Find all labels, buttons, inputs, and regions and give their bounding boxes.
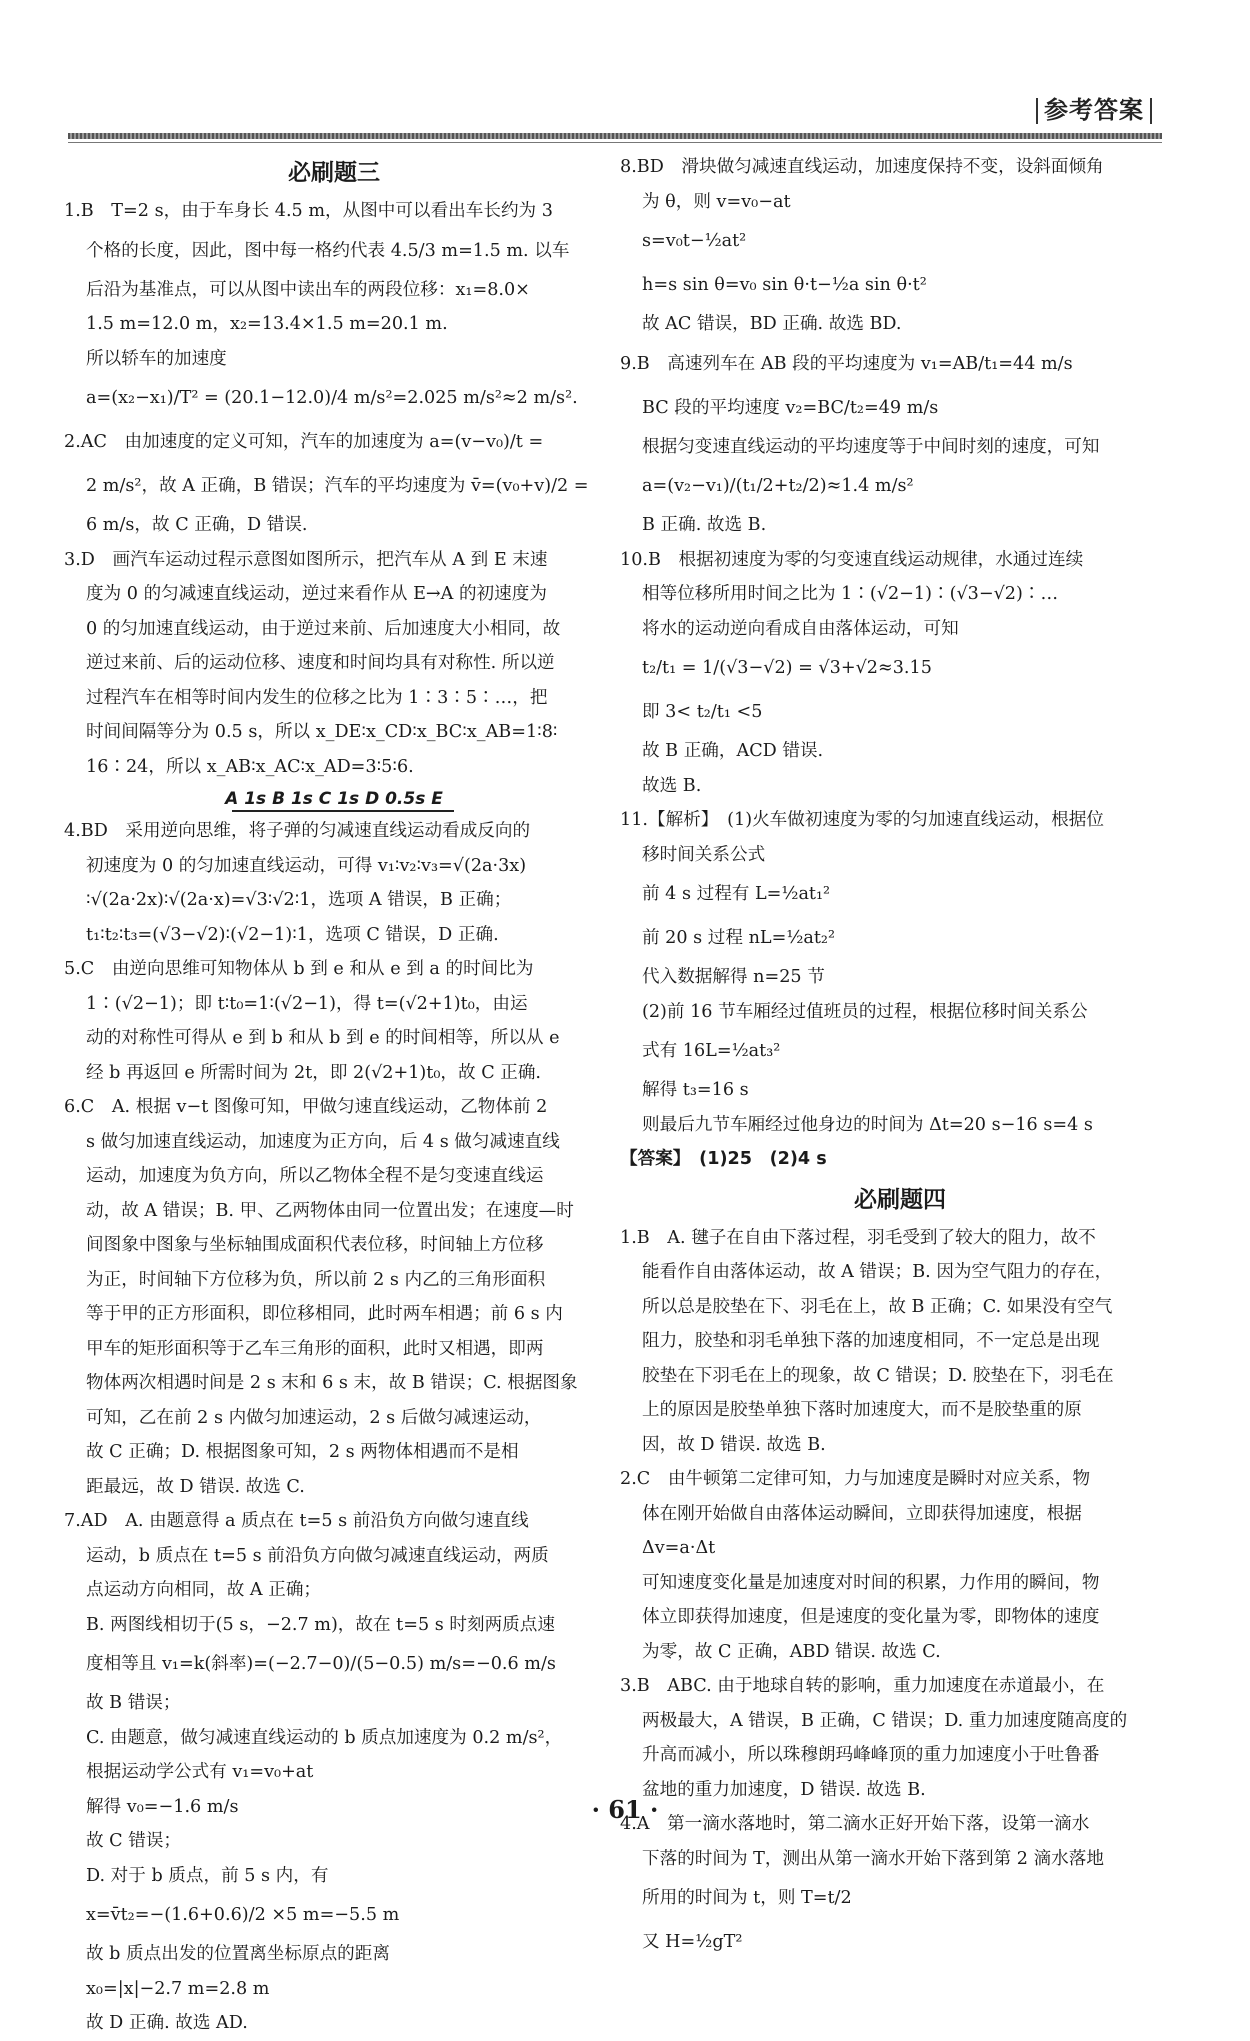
text-line: 5.C 由逆向思维可知物体从 b 到 e 和从 e 到 a 的时间比为: [64, 959, 534, 979]
text-line: 可知，乙在前 2 s 内做匀加速运动，2 s 后做匀减速运动，: [86, 1407, 542, 1428]
text-line: 甲车的矩形面积等于乙车三角形的面积，此时又相遇，即两: [86, 1338, 544, 1359]
formula-line: a=(v₂−v₁)/(t₁/2+t₂/2)≈1.4 m/s²: [642, 476, 914, 496]
text-line: t₁∶t₂∶t₃=(√3−√2)∶(√2−1)∶1，选项 C 错误，D 正确.: [86, 924, 499, 945]
formula-line: h=s sin θ=v₀ sin θ·t−½a sin θ·t²: [642, 275, 927, 295]
text-line: 2.AC 由加速度的定义可知，汽车的加速度为 a=(v−v₀)/t =: [64, 432, 544, 452]
text-line: (2)前 16 节车厢经过值班员的过程，根据位移时间关系公: [642, 1001, 1088, 1022]
text-line: 等于甲的正方形面积，即位移相同，此时两车相遇；前 6 s 内: [86, 1304, 563, 1324]
text-line: 度为 0 的匀减速直线运动，逆过来看作从 E→A 的初速度为: [86, 584, 547, 604]
text-line: 后沿为基准点，可以从图中读出车的两段位移：x₁=8.0×: [86, 279, 530, 300]
text-line: B. 两图线相切于(5 s，−2.7 m)，故在 t=5 s 时刻两质点速: [86, 1614, 555, 1635]
text-line: 故选 B.: [642, 775, 702, 796]
text-line: 为零，故 C 正确，ABD 错误. 故选 C.: [642, 1641, 941, 1662]
text-line: 故 C 正确；D. 根据图象可知，2 s 两物体相遇而不是相: [86, 1442, 519, 1462]
text-line: 8.BD 滑块做匀减速直线运动，加速度保持不变，设斜面倾角: [620, 157, 1104, 177]
text-line: 根据匀变速直线运动的平均速度等于中间时刻的速度，可知: [642, 436, 1100, 457]
header-rule-thin: [68, 142, 1162, 143]
left-column: [64, 150, 604, 2041]
text-line: Δv=a·Δt: [642, 1538, 716, 1558]
text-line: 故 B 正确，ACD 错误.: [642, 741, 824, 761]
text-line: 所以总是胶垫在下、羽毛在上，故 B 正确；C. 如果没有空气: [642, 1296, 1113, 1317]
text-line: 点运动方向相同，故 A 正确；: [86, 1580, 322, 1600]
text-line: 16∶24，所以 x_AB∶x_AC∶x_AD=3∶5∶6.: [86, 756, 414, 777]
text-line: 为 θ，则 v=v₀−at: [642, 191, 791, 212]
text-line: 3.B ABC. 由于地球自转的影响，重力加速度在赤道最小，在: [620, 1676, 1105, 1696]
text-line: 过程汽车在相等时间内发生的位移之比为 1∶3∶5∶…，把: [86, 687, 548, 708]
text-line: 移时间关系公式: [642, 844, 766, 865]
text-line: 升高而减小，所以珠穆朗玛峰峰顶的重力加速度小于吐鲁番: [642, 1745, 1100, 1765]
text-line: 距最远，故 D 错误. 故选 C.: [86, 1476, 305, 1497]
motion-diagram: [64, 784, 604, 814]
text-line: 初速度为 0 的匀加速直线运动，可得 v₁∶v₂∶v₃=√(2a·3x): [86, 855, 527, 876]
text-line: 为正，时间轴下方位移为负，所以前 2 s 内乙的三角形面积: [86, 1269, 546, 1290]
text-line: D. 对于 b 质点，前 5 s 内，有: [86, 1865, 329, 1886]
text-line: 11.【解析】 (1)火车做初速度为零的匀加速直线运动，根据位: [620, 810, 1104, 830]
header-rule: [68, 133, 1162, 139]
text-line: 故 B 错误；: [86, 1693, 181, 1713]
formula-line: a=(x₂−x₁)/T² = (20.1−12.0)/4 m/s²=2.025 m/s²≈2 m/s².: [86, 388, 578, 408]
answer-line: 【答案】 (1)25 (2)4 s: [620, 1149, 827, 1169]
text-line: 1.B A. 毽子在自由下落过程，羽毛受到了较大的阻力，故不: [620, 1227, 1096, 1248]
text-line: 3.D 画汽车运动过程示意图如图所示，把汽车从 A 到 E 末速: [64, 549, 548, 570]
formula-line: 度相等且 v₁=k(斜率)=(−2.7−0)/(5−0.5) m/s=−0.6 m/s: [86, 1654, 556, 1674]
text-line: 相等位移所用时间之比为 1∶(√2−1)∶(√3−√2)∶…: [642, 584, 1059, 604]
text-line: 下落的时间为 T，测出从第一滴水开始下落到第 2 滴水落地: [642, 1848, 1104, 1869]
text-line: 1.B T=2 s，由于车身长 4.5 m，从图中可以看出车长约为 3: [64, 201, 553, 221]
text-line: 将水的运动逆向看成自由落体运动，可知: [642, 618, 959, 639]
text-line: 故 D 正确. 故选 AD.: [86, 2013, 248, 2033]
formula-line: 式有 16L=½at₃²: [642, 1041, 781, 1061]
text-line: 体立即获得加速度，但是速度的变化量为零，即物体的速度: [642, 1607, 1100, 1627]
text-line: 4.BD 采用逆向思维，将子弹的匀减速直线运动看成反向的: [64, 821, 531, 841]
text-line: ∶√(2a·2x)∶√(2a·x)=√3∶√2∶1，选项 A 错误，B 正确；: [86, 890, 512, 910]
text-line: 代入数据解得 n=25 节: [642, 967, 825, 987]
text-line: 2 m/s²，故 A 正确，B 错误；汽车的平均速度为 v̄=(v₀+v)/2 =: [86, 476, 589, 496]
right-column: [620, 150, 1180, 1964]
formula-line: 所用的时间为 t，则 T=t/2: [642, 1888, 852, 1908]
text-line: 两极最大，A 错误，B 正确，C 错误；D. 重力加速度随高度的: [642, 1710, 1128, 1731]
text-line: x₀=|x|−2.7 m=2.8 m: [86, 1978, 270, 1999]
text-line: 6.C A. 根据 v−t 图像可知，甲做匀速直线运动，乙物体前 2: [64, 1097, 548, 1117]
formula-line: 又 H=½gT²: [642, 1932, 743, 1952]
page-number: · 61 ·: [591, 1795, 659, 1824]
motion-diagram-label: A 1s B 1s C 1s D 0.5s E: [225, 789, 443, 809]
text-line: 4.A 第一滴水落地时，第二滴水正好开始下落，设第一滴水: [620, 1814, 1090, 1834]
text-line: C. 由题意，做匀减速直线运动的 b 质点加速度为 0.2 m/s²，: [86, 1727, 563, 1748]
header-title: 参考答案: [1044, 96, 1144, 124]
text-line: 故 C 错误；: [86, 1831, 182, 1851]
text-line: 物体两次相遇时间是 2 s 末和 6 s 末，故 B 错误；C. 根据图象: [86, 1373, 578, 1393]
text-line: 胶垫在下羽毛在上的现象，故 C 错误；D. 胶垫在下，羽毛在: [642, 1365, 1114, 1386]
formula-line: s=v₀t−½at²: [642, 231, 747, 251]
text-line: s 做匀加速直线运动，加速度为正方向，后 4 s 做匀减速直线: [86, 1131, 560, 1152]
text-line: 逆过来前、后的运动位移、速度和时间均具有对称性. 所以逆: [86, 653, 555, 673]
section-title-4: 必刷题四: [854, 1186, 946, 1213]
header-bar-left: [1036, 98, 1038, 124]
header-bar-right: [1150, 98, 1152, 124]
text-line: 6 m/s，故 C 正确，D 错误.: [86, 515, 308, 535]
text-line: 能看作自由落体运动，故 A 错误；B. 因为空气阻力的存在，: [642, 1262, 1113, 1282]
text-line: 1∶(√2−1)；即 t∶t₀=1∶(√2−1)，得 t=(√2+1)t₀，由运: [86, 993, 528, 1014]
header-tag: [1030, 90, 1158, 125]
text-line: 0 的匀加速直线运动，由于逆过来前、后加速度大小相同，故: [86, 618, 561, 639]
motion-diagram-axis: [232, 810, 454, 812]
formula-line: 前 4 s 过程有 L=½at₁²: [642, 884, 831, 904]
formula-line: t₂/t₁ = 1/(√3−√2) = √3+√2≈3.15: [642, 658, 932, 678]
text-line: 9.B 高速列车在 AB 段的平均速度为 v₁=AB/t₁=44 m/s: [620, 353, 1073, 374]
text-line: 解得 v₀=−1.6 m/s: [86, 1796, 239, 1817]
formula-line: BC 段的平均速度 v₂=BC/t₂=49 m/s: [642, 397, 939, 418]
text-line: 根据运动学公式有 v₁=v₀+at: [86, 1762, 314, 1782]
text-line: 个格的长度，因此，图中每一格约代表 4.5/3 m=1.5 m. 以车: [86, 240, 570, 261]
formula-line: 前 20 s 过程 nL=½at₂²: [642, 928, 836, 948]
section-title-3: 必刷题三: [288, 160, 380, 186]
text-line: 动，故 A 错误；B. 甲、乙两物体由同一位置出发；在速度—时: [86, 1200, 574, 1221]
text-line: 阻力，胶垫和羽毛单独下落的加速度相同，不一定总是出现: [642, 1331, 1100, 1351]
text-line: 7.AD A. 由题意得 a 质点在 t=5 s 前沿负方向做匀速直线: [64, 1511, 529, 1531]
text-line: 运动，加速度为负方向，所以乙物体全程不是匀变速直线运: [86, 1166, 544, 1186]
text-line: 盆地的重力加速度，D 错误. 故选 B.: [642, 1779, 926, 1800]
text-line: 上的原因是胶垫单独下落时加速度大，而不是胶垫重的原: [642, 1400, 1082, 1420]
text-line: 1.5 m=12.0 m，x₂=13.4×1.5 m=20.1 m.: [86, 314, 448, 334]
formula-line: 即 3< t₂/t₁ <5: [642, 702, 763, 722]
text-line: 经 b 再返回 e 所需时间为 2t，即 2(√2+1)t₀，故 C 正确.: [86, 1062, 542, 1083]
text-line: 可知速度变化量是加速度对时间的积累，力作用的瞬间，物: [642, 1572, 1100, 1593]
text-line: 时间间隔等分为 0.5 s，所以 x_DE∶x_CD∶x_BC∶x_AB=1∶8∶: [86, 722, 558, 742]
text-line: 运动，b 质点在 t=5 s 前沿负方向做匀减速直线运动，两质: [86, 1545, 549, 1566]
text-line: B 正确. 故选 B.: [642, 515, 767, 535]
text-line: 动的对称性可得从 e 到 b 和从 b 到 e 的时间相等，所以从 e: [86, 1028, 560, 1048]
text-line: 解得 t₃=16 s: [642, 1080, 749, 1100]
text-line: 间图象中图象与坐标轴围成面积代表位移，时间轴上方位移: [86, 1235, 544, 1255]
text-line: 2.C 由牛顿第二定律可知，力与加速度是瞬时对应关系，物: [620, 1469, 1091, 1489]
text-line: 故 b 质点出发的位置离坐标原点的距离: [86, 1944, 390, 1964]
text-line: 因，故 D 错误. 故选 B.: [642, 1434, 826, 1455]
formula-line: x=v̄t₂=−(1.6+0.6)/2 ×5 m=−5.5 m: [86, 1905, 400, 1925]
text-line: 则最后九节车厢经过他身边的时间为 Δt=20 s−16 s=4 s: [642, 1114, 1093, 1135]
text-line: 故 AC 错误，BD 正确. 故选 BD.: [642, 314, 902, 334]
text-line: 体在刚开始做自由落体运动瞬间，立即获得加速度，根据: [642, 1503, 1082, 1524]
text-line: 10.B 根据初速度为零的匀变速直线运动规律，水通过连续: [620, 549, 1084, 570]
text-line: 所以轿车的加速度: [86, 348, 227, 369]
